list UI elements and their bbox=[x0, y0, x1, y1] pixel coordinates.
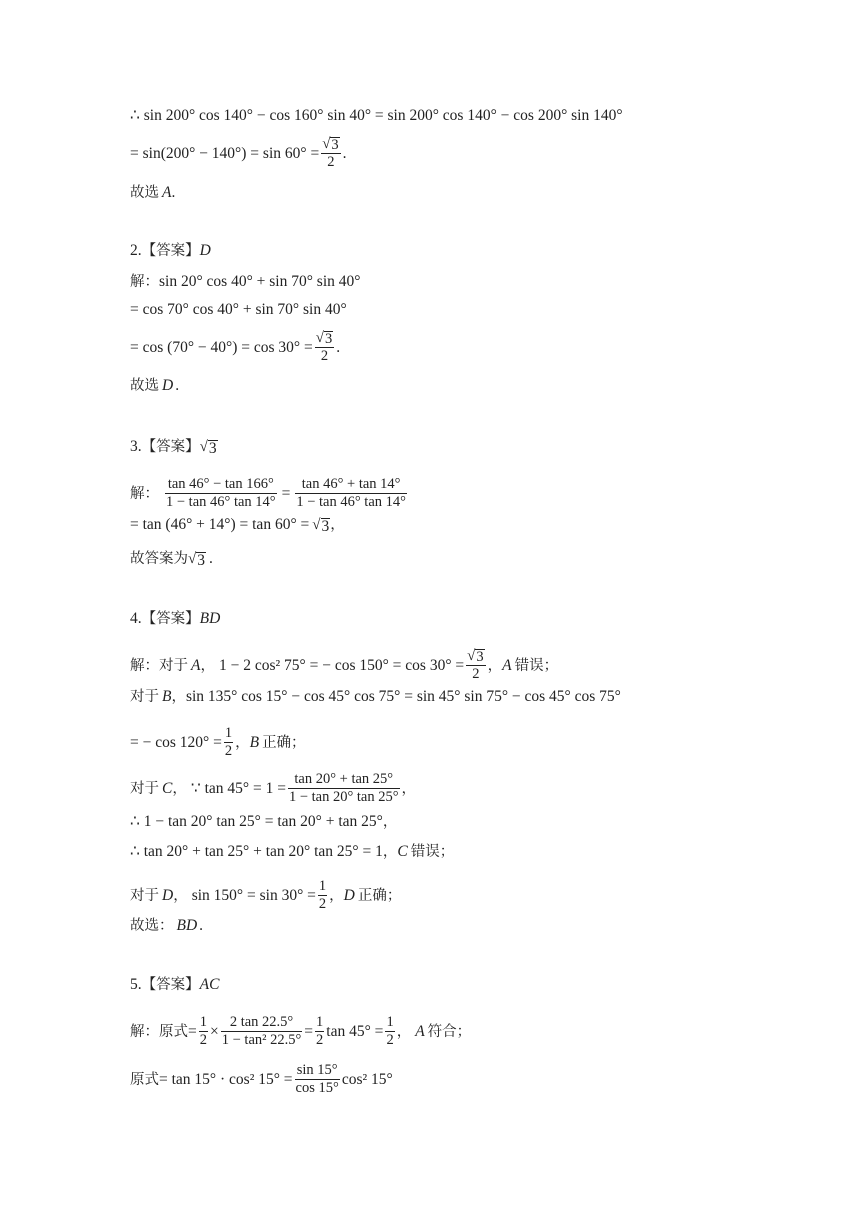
p5-equation-2-tail: cos² 15° bbox=[341, 1070, 393, 1088]
case-verdict: 错误； bbox=[410, 844, 455, 860]
period: . bbox=[342, 144, 347, 162]
answer-value bbox=[200, 439, 218, 456]
case-c-equation-3: ∴ tan 20° + tan 25° + tan 20° tan 25° = 1 bbox=[130, 843, 383, 860]
comma: ， bbox=[200, 657, 215, 674]
sqrt-sign: √ bbox=[315, 330, 324, 346]
case-letter: A bbox=[415, 1022, 425, 1040]
sin-cos-fraction bbox=[295, 1062, 340, 1097]
case-c-equation-2: ∴ 1 − tan 20° tan 25° = tan 20° + tan 25° bbox=[130, 813, 383, 830]
half-fraction bbox=[199, 1014, 208, 1049]
conclusion-prefix: 故答案为 bbox=[130, 551, 188, 567]
numerator: 1 bbox=[316, 1014, 324, 1030]
p4-header bbox=[130, 609, 220, 629]
comma: ， bbox=[330, 517, 345, 533]
denominator: 2 bbox=[320, 348, 329, 364]
problem-number: 3. bbox=[130, 438, 142, 455]
denominator: 1 − tan 46° tan 14° bbox=[166, 494, 276, 510]
answer-tag: 【答案】 bbox=[141, 243, 200, 259]
case-letter: A bbox=[502, 656, 512, 674]
numerator: 1 bbox=[224, 725, 233, 741]
p1-line-1 bbox=[130, 106, 623, 126]
comma: ， bbox=[396, 1023, 412, 1040]
case-d-expression: sin 150° = sin 30° = bbox=[191, 886, 316, 904]
p1-line-2 bbox=[130, 136, 347, 171]
denominator: 2 bbox=[327, 154, 335, 170]
denominator: 2 bbox=[224, 743, 233, 759]
comma: ， bbox=[172, 780, 187, 797]
original-expression-label: 解：原式 bbox=[130, 1023, 188, 1040]
p4-case-b bbox=[130, 687, 621, 707]
case-letter: C bbox=[162, 779, 173, 797]
denominator: 1 − tan 46° tan 14° bbox=[296, 494, 406, 510]
conclusion-prefix: 故选 bbox=[130, 185, 159, 201]
p3-fraction-2 bbox=[295, 476, 407, 511]
denominator: 2 bbox=[386, 1032, 394, 1048]
case-verdict: 错误； bbox=[514, 657, 559, 674]
answer-value: BD bbox=[199, 610, 221, 627]
numerator: sin 15° bbox=[296, 1062, 338, 1078]
denominator: 2 bbox=[318, 896, 327, 912]
sqrt-arg: 3 bbox=[321, 517, 330, 535]
numerator: 2 tan 22.5° bbox=[229, 1014, 294, 1030]
solution-label: 解： bbox=[130, 485, 159, 502]
conclusion-prefix: 故选： bbox=[130, 918, 174, 934]
case-c-expression: ∵ tan 45° = 1 = bbox=[190, 779, 286, 797]
p4-case-d bbox=[130, 878, 401, 913]
case-a-expression: 1 − 2 cos² 75° = − cos 150° = cos 30° = bbox=[218, 656, 465, 674]
sqrt-sign: √ bbox=[199, 438, 208, 455]
case-letter: D bbox=[343, 886, 355, 904]
numerator: 1 bbox=[199, 1014, 207, 1030]
p5-equation-2: = tan 15° · cos² 15° = bbox=[159, 1070, 293, 1088]
case-d-fraction bbox=[318, 878, 327, 913]
sqrt-arg: 3 bbox=[208, 439, 217, 457]
sqrt-sign: √ bbox=[312, 516, 321, 533]
p2-line-1 bbox=[130, 272, 360, 292]
solution-label: 解： bbox=[130, 274, 159, 290]
denominator: 2 bbox=[316, 1032, 324, 1048]
case-b-expression: sin 135° cos 15° − cos 45° cos 75° = sin 45° sin 75° − cos 45° cos 75° bbox=[185, 688, 621, 705]
comma: ， bbox=[235, 734, 250, 751]
p3-header bbox=[130, 437, 218, 457]
conclusion-answer: A bbox=[162, 184, 172, 201]
p2-conclusion bbox=[130, 376, 179, 396]
p1-fraction bbox=[321, 136, 340, 171]
p4-case-c bbox=[130, 771, 416, 806]
denominator: 2 bbox=[472, 666, 480, 682]
case-prefix: 对于 bbox=[130, 689, 159, 705]
problem-number: 4. bbox=[130, 610, 142, 627]
period: . bbox=[199, 917, 204, 934]
conclusion-answer bbox=[188, 551, 206, 568]
answer-value: AC bbox=[199, 976, 220, 993]
double-angle-fraction bbox=[221, 1014, 303, 1049]
p2-line-3 bbox=[130, 330, 340, 365]
answer-tag: 【答案】 bbox=[141, 611, 200, 627]
case-prefix: 解：对于 bbox=[130, 657, 188, 674]
period: . bbox=[336, 338, 341, 356]
comma: ， bbox=[382, 844, 398, 860]
denominator: cos 15° bbox=[295, 1080, 339, 1096]
numerator: 1 bbox=[318, 878, 327, 894]
comma: ， bbox=[171, 689, 186, 705]
p3-line-1: 解： $\frac{\tan 46^\circ - \tan 166^\circ}{1 - \tan 46^\circ \tan 14^\circ}$ = $\frac{\tan 46^\circ + \tan 14^\circ}{1 - \tan 46^\circ \tan 14^\circ}$ bbox=[130, 476, 406, 510]
period: . bbox=[171, 184, 176, 201]
period: . bbox=[175, 377, 180, 394]
sqrt-sign: √ bbox=[188, 550, 197, 567]
case-b-fraction bbox=[224, 725, 233, 760]
conclusion-answer: BD bbox=[176, 917, 198, 934]
p4-case-c-line-3 bbox=[130, 842, 454, 862]
p4-conclusion bbox=[130, 916, 203, 936]
p1-equation-1: ∴ sin 200° cos 140° − cos 160° sin 40° = sin 200° cos 140° − cos 200° sin 140° bbox=[130, 107, 623, 124]
numerator: tan 46° − tan 166° bbox=[167, 476, 274, 492]
answer-value: D bbox=[199, 242, 211, 259]
period: . bbox=[208, 550, 213, 567]
sqrt-arg: 3 bbox=[324, 331, 333, 347]
comma: ， bbox=[487, 657, 503, 674]
sqrt-arg: 3 bbox=[476, 649, 484, 665]
conclusion-answer: D bbox=[162, 377, 174, 394]
case-a-fraction bbox=[466, 648, 485, 683]
comma: ， bbox=[401, 780, 417, 797]
p2-line-2 bbox=[130, 300, 347, 320]
p4-case-b-line-2 bbox=[130, 725, 306, 760]
denominator: 1 − tan 20° tan 25° bbox=[288, 789, 399, 805]
p3-conclusion bbox=[130, 549, 213, 569]
case-prefix: 对于 bbox=[130, 780, 159, 797]
sqrt-arg: 3 bbox=[331, 137, 339, 153]
sqrt-3 bbox=[312, 517, 330, 534]
numerator: 1 bbox=[386, 1014, 394, 1030]
p5-line-2 bbox=[130, 1062, 393, 1097]
p2-header bbox=[130, 241, 211, 261]
p5-equation-tail: tan 45° = bbox=[326, 1022, 384, 1040]
p2-equation-1: sin 20° cos 40° + sin 70° sin 40° bbox=[159, 273, 361, 290]
case-letter: D bbox=[162, 886, 174, 904]
p2-fraction bbox=[315, 330, 334, 365]
case-letter: C bbox=[397, 843, 408, 860]
case-prefix: 对于 bbox=[130, 887, 159, 904]
p5-header bbox=[130, 975, 219, 995]
p4-case-a bbox=[130, 648, 558, 683]
p3-fraction-1 bbox=[165, 476, 277, 511]
half-fraction-2 bbox=[315, 1014, 324, 1049]
case-letter: B bbox=[162, 688, 172, 705]
problem-number: 5. bbox=[130, 976, 142, 993]
case-c-fraction bbox=[288, 771, 400, 806]
p2-equation-2: = cos 70° cos 40° + sin 70° sin 40° bbox=[130, 301, 347, 318]
half-fraction-3 bbox=[385, 1014, 394, 1049]
case-verdict: 正确； bbox=[357, 887, 402, 904]
sqrt-arg: 3 bbox=[197, 551, 205, 569]
comma: ， bbox=[173, 887, 188, 904]
case-verdict: 正确； bbox=[262, 734, 306, 751]
case-letter: A bbox=[191, 656, 201, 674]
answer-tag: 【答案】 bbox=[141, 439, 200, 455]
p1-equation-2: = sin(200° − 140°) = sin 60° = bbox=[130, 144, 320, 162]
numerator: tan 46° + tan 14° bbox=[301, 476, 401, 492]
case-letter: B bbox=[249, 733, 260, 751]
problem-number: 2. bbox=[130, 242, 142, 259]
sqrt-sign: √ bbox=[467, 648, 476, 664]
p2-equation-3: = cos (70° − 40°) = cos 30° = bbox=[130, 338, 313, 356]
answer-tag: 【答案】 bbox=[141, 977, 200, 993]
p1-conclusion bbox=[130, 183, 175, 203]
p3-equation-2: = tan (46° + 14°) = tan 60° = bbox=[130, 516, 310, 533]
original-expression-label: 原式 bbox=[130, 1071, 159, 1088]
case-b-equation-2: = − cos 120° = bbox=[130, 733, 222, 751]
case-verdict: 符合； bbox=[427, 1023, 472, 1040]
p3-line-2 bbox=[130, 515, 345, 535]
numerator: tan 20° + tan 25° bbox=[294, 771, 394, 787]
comma: ， bbox=[329, 887, 344, 904]
p5-line-1: 解：原式 = $\frac{1}{2}$ × $\frac{2 \tan 22.5^\circ}{\text{1 − tan² 22.5°}}$ = $\frac{1}{2}$ tan 45° = $\frac{1}{2}$ ， A 符合； bbox=[130, 1014, 472, 1048]
denominator: 1 − tan² 22.5° bbox=[221, 1032, 302, 1048]
p4-case-c-line-2 bbox=[130, 812, 397, 832]
conclusion-prefix: 故选 bbox=[130, 378, 159, 394]
comma: ， bbox=[382, 814, 398, 830]
sqrt-sign: √ bbox=[322, 136, 331, 152]
denominator: 2 bbox=[199, 1032, 207, 1048]
